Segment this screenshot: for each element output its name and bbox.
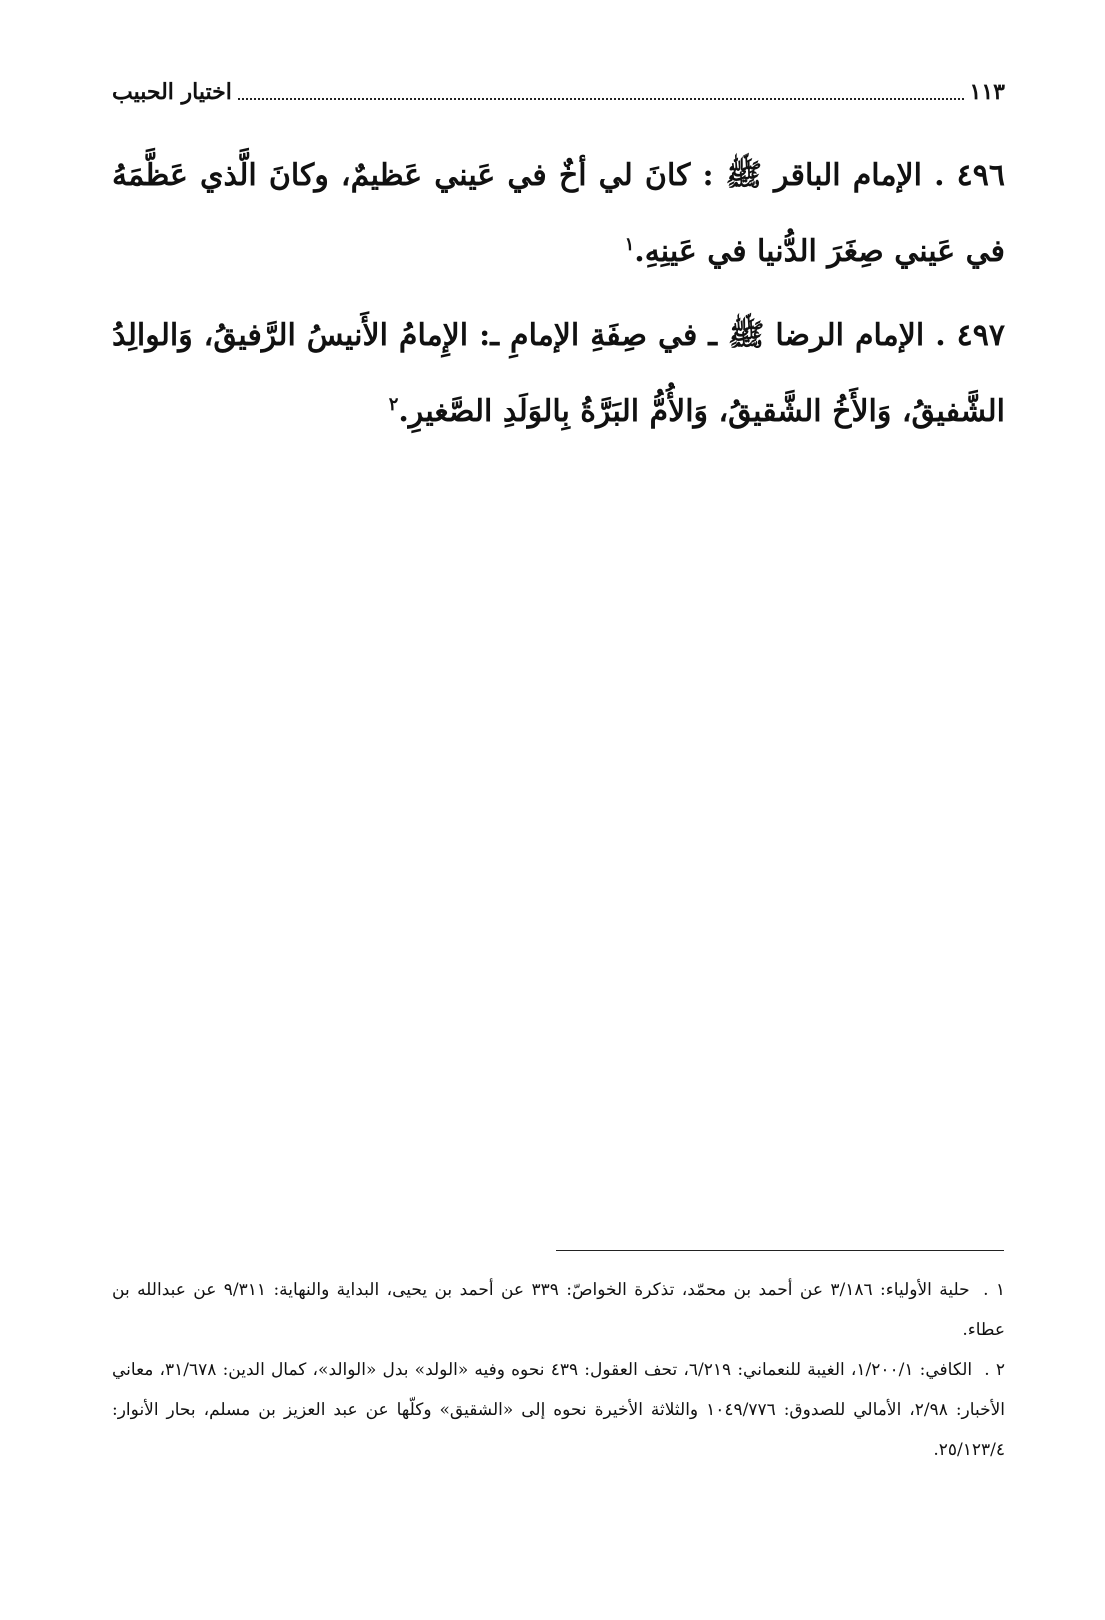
footnote xyxy=(112,1350,1005,1470)
entry-number: ٤٩٧ . xyxy=(935,318,1005,353)
footnote xyxy=(112,1270,1005,1350)
running-title: اختيار الحبيب xyxy=(112,79,232,105)
footnote-number: ١ . xyxy=(983,1280,1006,1300)
entry-text: الإمام الرضا ﷺ ـ في صِفَةِ الإمامِ ـ: الإِمامُ الأَنيسُ الرَّفيقُ، وَالوالِدُ الشَّفيقُ، وَالأَخُ الشَّقيقُ، وَالأُمُّ البَرَّةُ بِالوَلَدِ الصَّغيرِ. xyxy=(112,318,1005,429)
dot-leader xyxy=(238,84,964,100)
footnote-text: الكافي: ١/٢٠٠/١، الغيبة للنعماني: ٦/٢١٩، تحف العقول: ٤٣٩ نحوه وفيه «الولد» بدل «الوالد»، كمال الدين: ٣١/٦٧٨، معاني الأخبار: ٢/٩٨، الأمالي للصدوق: ١٠٤٩/٧٧٦ والثلاثة الأخيرة نحوه إلى «الشقيق» وكلّها عن عبد العزيز بن مسلم، بحار الأنوار: ٢٥/١٢٣/٤. xyxy=(112,1360,1006,1460)
hadith-entry xyxy=(112,138,1005,290)
footnotes xyxy=(112,1270,1005,1470)
footnote-number: ٢ . xyxy=(984,1360,1005,1380)
hadith-entries xyxy=(112,138,1005,458)
hadith-entry xyxy=(112,298,1005,450)
page-number: ١١٣ xyxy=(969,79,1005,105)
entry-number: ٤٩٦ . xyxy=(934,158,1005,193)
entry-text: الإمام الباقر ﷺ : كانَ لي أخٌ في عَيني عَظيمٌ، وكانَ الَّذي عَظَّمَهُ في عَيني صِغَرَ الدُّنيا في عَينِهِ. xyxy=(112,158,1005,269)
footnote-marker[interactable]: ٢ xyxy=(388,394,399,415)
page-header xyxy=(112,70,1005,114)
footnote-marker[interactable]: ١ xyxy=(624,234,635,255)
footnote-text: حلية الأولياء: ٣/١٨٦ عن أحمد بن محمّد، تذكرة الخواصّ: ٣٣٩ عن أحمد بن يحيى، البداية والنهاية: ٩/٣١١ عن عبدالله بن عطاء. xyxy=(112,1280,1005,1340)
footnote-separator xyxy=(556,1250,1004,1251)
